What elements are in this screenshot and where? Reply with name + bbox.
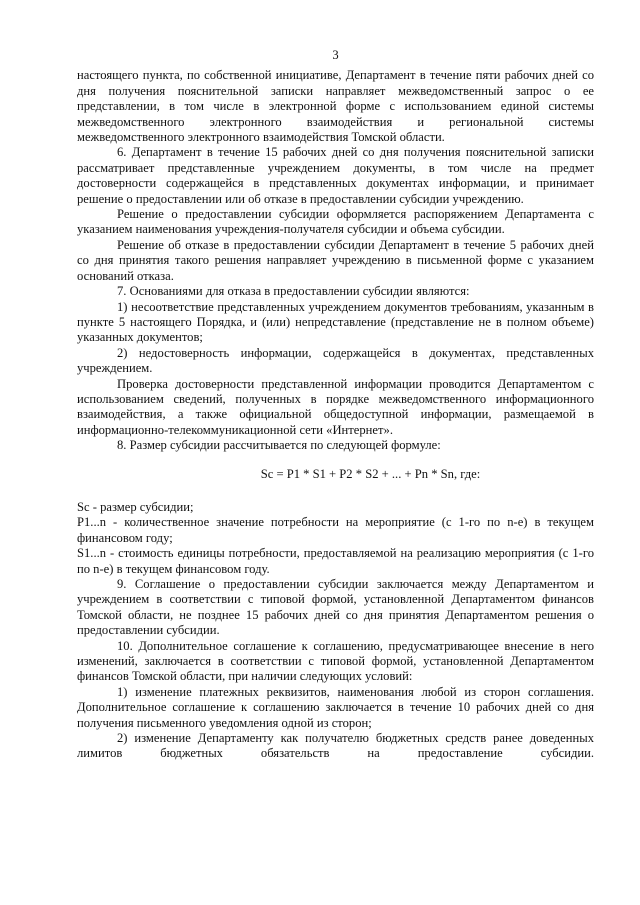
page-number: 3 (332, 48, 339, 62)
paragraph-condition-2: 2) изменение Департаменту как получателю бюджетных средств ранее доведенных лимитов бюджетных обязательств на предоставление субсидии. (77, 731, 594, 761)
subsidy-formula: Sc = P1 * S1 + P2 * S2 + ... + Pn * Sn, где: (260, 466, 481, 481)
paragraph-decision: Решение о предоставлении субсидии оформляется распоряжением Департамента с указанием наименования учреждения-получателя субсидии и объема субсидии. (77, 207, 594, 237)
paragraph-condition-1: 1) изменение платежных реквизитов, наименования любой из сторон соглашения. Дополнительное соглашение к соглашению заключается в течение 10 рабочих дней со дня получения письменного уведомления одной из сторон; (77, 684, 594, 730)
paragraph-ground-2: 2) недостоверность информации, содержащейся в документах, представленных учреждением. (77, 345, 594, 376)
paragraph-ground-1: 1) несоответствие представленных учреждением документов требованиям, указанным в пункте 5 настоящего Порядка, и (или) непредставление (представление не в полном объеме) указанных документов; (77, 299, 594, 345)
paragraph-item-7: 7. Основаниями для отказа в предоставлении субсидии являются: (117, 284, 470, 299)
definition-s: S1...n - стоимость единицы потребности, предоставляемой на реализацию мероприятия (с 1-го по n-е) в текущем финансовом году. (77, 546, 594, 576)
definition-sc: Sc - размер субсидии; (77, 499, 194, 514)
paragraph-item-9: 9. Соглашение о предоставлении субсидии заключается между Департаментом и учреждением в соответствии с типовой формой, установленной Департаментом финансов Томской области, не позднее 15 рабочих дней со дня принятия Департаментом решения о предоставлении субсидии. (77, 577, 594, 638)
paragraph-item-8: 8. Размер субсидии рассчитывается по следующей формуле: (117, 438, 441, 453)
paragraph-item-6: 6. Департамент в течение 15 рабочих дней со дня получения пояснительной записки рассматривает представленные учреждением документы, в том числе на предмет достоверности содержащейся в представленных документах информации, и принимает решение о предоставлении или об отказе в предоставлении субсидии учреждению. (77, 145, 594, 206)
formula-definitions (77, 500, 594, 577)
paragraph-item-10: 10. Дополнительное соглашение к соглашению, предусматривающее внесение в него изменений, заключается в соответствии с типовой формой, установленной Департаментом финансов Томской области, при наличии следующих условий: (77, 638, 594, 684)
paragraph-continuation: настоящего пункта, по собственной инициативе, Департамент в течение пяти рабочих дней со дня получения пояснительной записки направляет межведомственный запрос о ее представлении, в том числе в электронной форме с использованием единой системы межведомственного электронного взаимодействия и региональной системы межведомственного электронного взаимодействия Томской области. (77, 68, 594, 145)
paragraph-refusal: Решение об отказе в предоставлении субсидии Департамент в течение 5 рабочих дней со дня принятия такого решения направляет учреждению в письменной форме с указанием оснований отказа. (77, 237, 594, 283)
definition-p: P1...n - количественное значение потребности на мероприятие (с 1-го по n-е) в текущем финансовом году; (77, 515, 594, 545)
paragraph-verification: Проверка достоверности представленной информации проводится Департаментом с использованием сведений, полученных в порядке межведомственного информационного взаимодействия, а также официальной общедоступной информации, размещаемой в информационно-телекоммуникационной сети «Интернет». (77, 376, 594, 437)
